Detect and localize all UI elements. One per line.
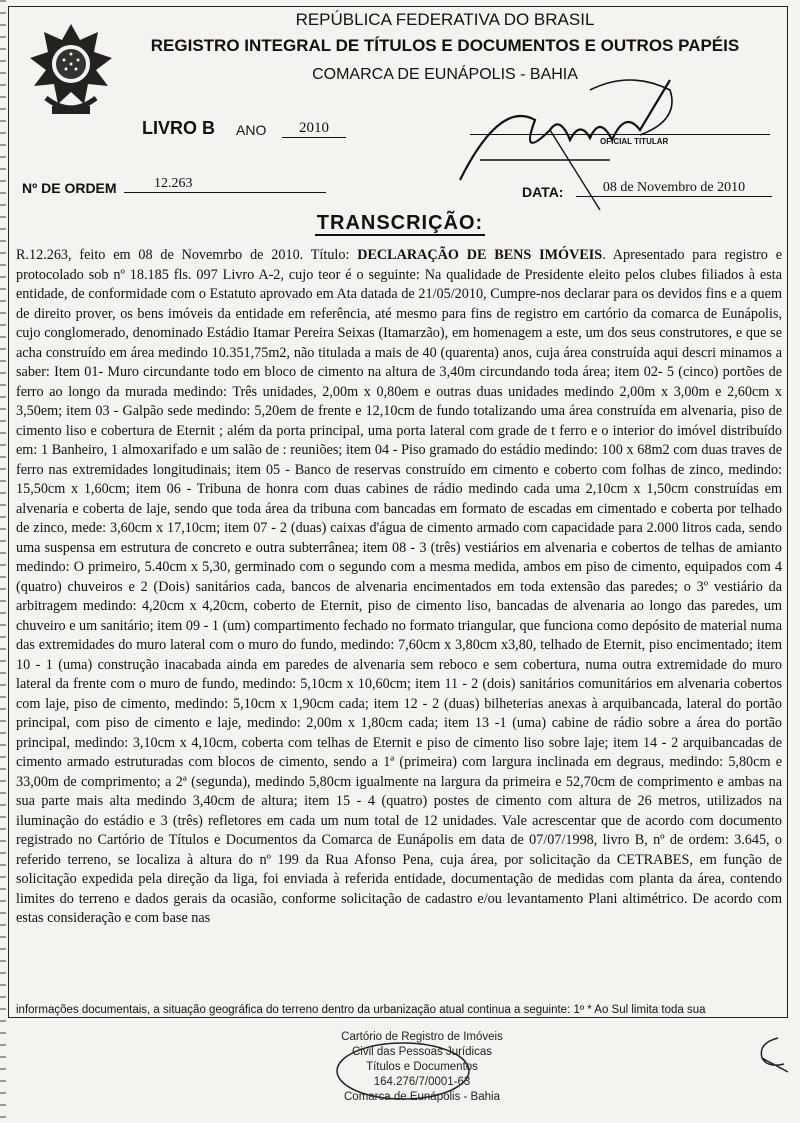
country-heading: REPÚBLICA FEDERATIVA DO BRASIL xyxy=(295,10,595,29)
signature-line xyxy=(470,134,770,135)
year-label: ANO xyxy=(236,122,267,138)
registry-heading: REGISTRO INTEGRAL DE TÍTULOS E DOCUMENTOS E OUTROS PAPÉIS xyxy=(150,36,740,55)
registry-stamp: Cartório de Registro de Imóveis Civil das Pessoas Jurídicas Títulos e Documentos 164.276/7/0001-63 Comarca de Eunápolis - Bahia xyxy=(341,1031,503,1103)
comarca-heading: COMARCA DE EUNÁPOLIS - BAHIA xyxy=(312,66,578,83)
order-number-label: Nº DE ORDEM xyxy=(22,180,117,196)
transcription-title: TRANSCRIÇÃO: xyxy=(316,212,484,234)
transcription-body: R.12.263, feito em 08 de Novemrbo de 2010. Título: DECLARAÇÃO DE BENS IMÓVEIS. Apresentado para registro e protocolado sob nº 18.185 fls. 097 Livro A-2, cujo teor é o seguinte: Na qualidade de Presidente eleito pelos clubes filiados à esta entidade, de conformidade com o Estatuto aprovado em Ata datada de 21/05/2010, Cumpre-nos declarar para os devidos fins e a quem de direito prover, os bens imóveis da entidade em referência, até mesmo para fins de registro em cartório da comarca de Eunápolis, cujo conglomerado, denominado Estádio Itamar Pereira Seixas (Itamarzão), em homenagem a este, um dos seus construtores, e que se acha construído em área medindo 10.351,75m2, não titulada a mais de 40 (quarenta) anos, cuja área construída aqui descri minamos a saber: Item 01- Muro circundante todo em bloco de cimento na altura de 3,40m circundando toda área; item 02- 5 (cinco) portões de ferro ao longo da murada medindo: Três unidades, 2,00m x 0,80em e outras duas unidades medindo 2,00m x 3,00m e 2,60cm x 3,50em; item 03 - Galpão sede medindo: 5,20em de frente e 12,10cm de fundo totalizando uma área construída em alvenaria, piso de cimento liso e cobertura de Eternit ; além da porta principal, uma porta lateral com grade de t ferro e o interior do imóvel distribuído em: 1 Banheiro, 1 almoxarifado e um salão de : reuniões; item 04 - Piso gramado do estádio medindo: 100 x 68m2 com duas traves de ferro nas extremidades longitudinais; item 05 - Banco de reservas construído em cimento e coberto com folhas de zinco, medindo: 15,50cm x 1,60cm; item 06 - Tribuna de honra com duas cabines de rádio medindo cada uma 2,10cm x 1,50cm construídas em alvenaria e coberta de laje, sendo que toda área da tribuna com bancadas em formato de escadas em cimentado e coberta por telhado de zinco, mede: 3,60cm x 17,10cm; item 07 - 2 (duas) caixas d'água de cimento armado com capacidade para 2.000 litros cada, sendo uma suspensa em estrutura de concreto e outra subterrânea; item 08 - 3 (três) vestiários em alvenaria e cobertos de telhas de amianto medindo: O primeiro, 5.40cm x 5,30, germinado com o segundo com a mesma medida, ambos em piso de cimento, equipados com 4 (quatro) chuveiros e 2 (Dois) sanitários cada, bancos de alvenaria encimentados em toda extensão das paredes; o 3º vestiário da arbitragem medindo: 4,20cm x 4,20cm, coberto de Eternit, piso de cimento liso, bancadas de alvenaria ao longo das paredes, um chuveiro e um sanitário; item 09 - 1 (um) compartimento fechado no formato triangular, que funciona como depósito de material numa das extremidades do muro lateral com o muro do fundo, medindo: 7,60cm x 3,80cm x3,80, telhado de Eternit, piso encimentado; item 10 - 1 (uma) construção inacabada ainda em paredes de alvenaria sem reboco e sem cobertura, numa outra extremidade do muro lateral da frente com o muro de fundo, medindo: 5,10cm x 10,60cm; item 11 - 2 (dois) sanitários comunitários em alvenaria cobertos com laje, piso de cimento, medindo: 5,10cm x 1,90cm cada; item 12 - 2 (duas) bilheterias anexas à arquibancada, lateral do portão principal, com piso de cimento e laje, medindo: 2,00m x 1,80cm cada; item 13 -1 (uma) cabine de rádio sobre a área do portão principal, medindo: 3,10cm x 4,10cm, coberta com telhas de Eternit e piso de cimento liso sobre laje; item 14 - 2 arquibancadas de cimento armado estruturadas com blocos de cimento, sendo a 1ª (primeira) com largura inclinada em degraus, medindo: 5,80cm e 33,00m de comprimento; a 2ª (segunda), medindo 5,80cm igualmente na largura da primeira e 52,70cm de comprimento e ambas na sua parte mais alta medindo 3,40cm de altura; item 15 - 4 (quatro) postes de cimento com altura de 26 metros, utilizados na iluminação do estádio e 3 (três) refletores em cada um num total de 12 unidades. Vale acrescentar que de acordo com documento registrado no Cartório de Títulos e Documentos da Comarca de Eunápolis em data de 07/07/1998, livro B, nº de ordem: 3.645, o referido terreno, se localiza à altura do nº 199 da Rua Afonso Pena, cuja área, por solicitação da CETRABES, em função de solicitação expedida pela direção da liga, foi enviada à referida entidade, documentação de medidas com planta da área, contendo limites do terreno e dados gerais da ocasião, conforme solicitação de cadastro e/ou levantamento Plani altimétrico. De acordo com estas consideração e com base nas xyxy=(16,247,782,926)
handwritten-mark-icon xyxy=(748,1028,792,1088)
order-number-value: 12.263 xyxy=(124,176,326,193)
year-value: 2010 xyxy=(282,120,346,138)
officer-label: OFICIAL TITULAR xyxy=(600,137,669,146)
date-value: 08 de Novembro de 2010 xyxy=(576,180,772,197)
book-label: LIVRO B xyxy=(142,118,216,138)
document-title: DECLARAÇÃO DE BENS IMÓVEIS xyxy=(357,247,603,263)
date-label: DATA: xyxy=(522,184,564,200)
transcription-last-line: informações documentais, a situação geográfica do terreno dentro da urbanização atual continua a seguinte: 1º * Ao Sul limita toda sua xyxy=(16,1004,706,1016)
binding-edge xyxy=(0,0,6,1123)
